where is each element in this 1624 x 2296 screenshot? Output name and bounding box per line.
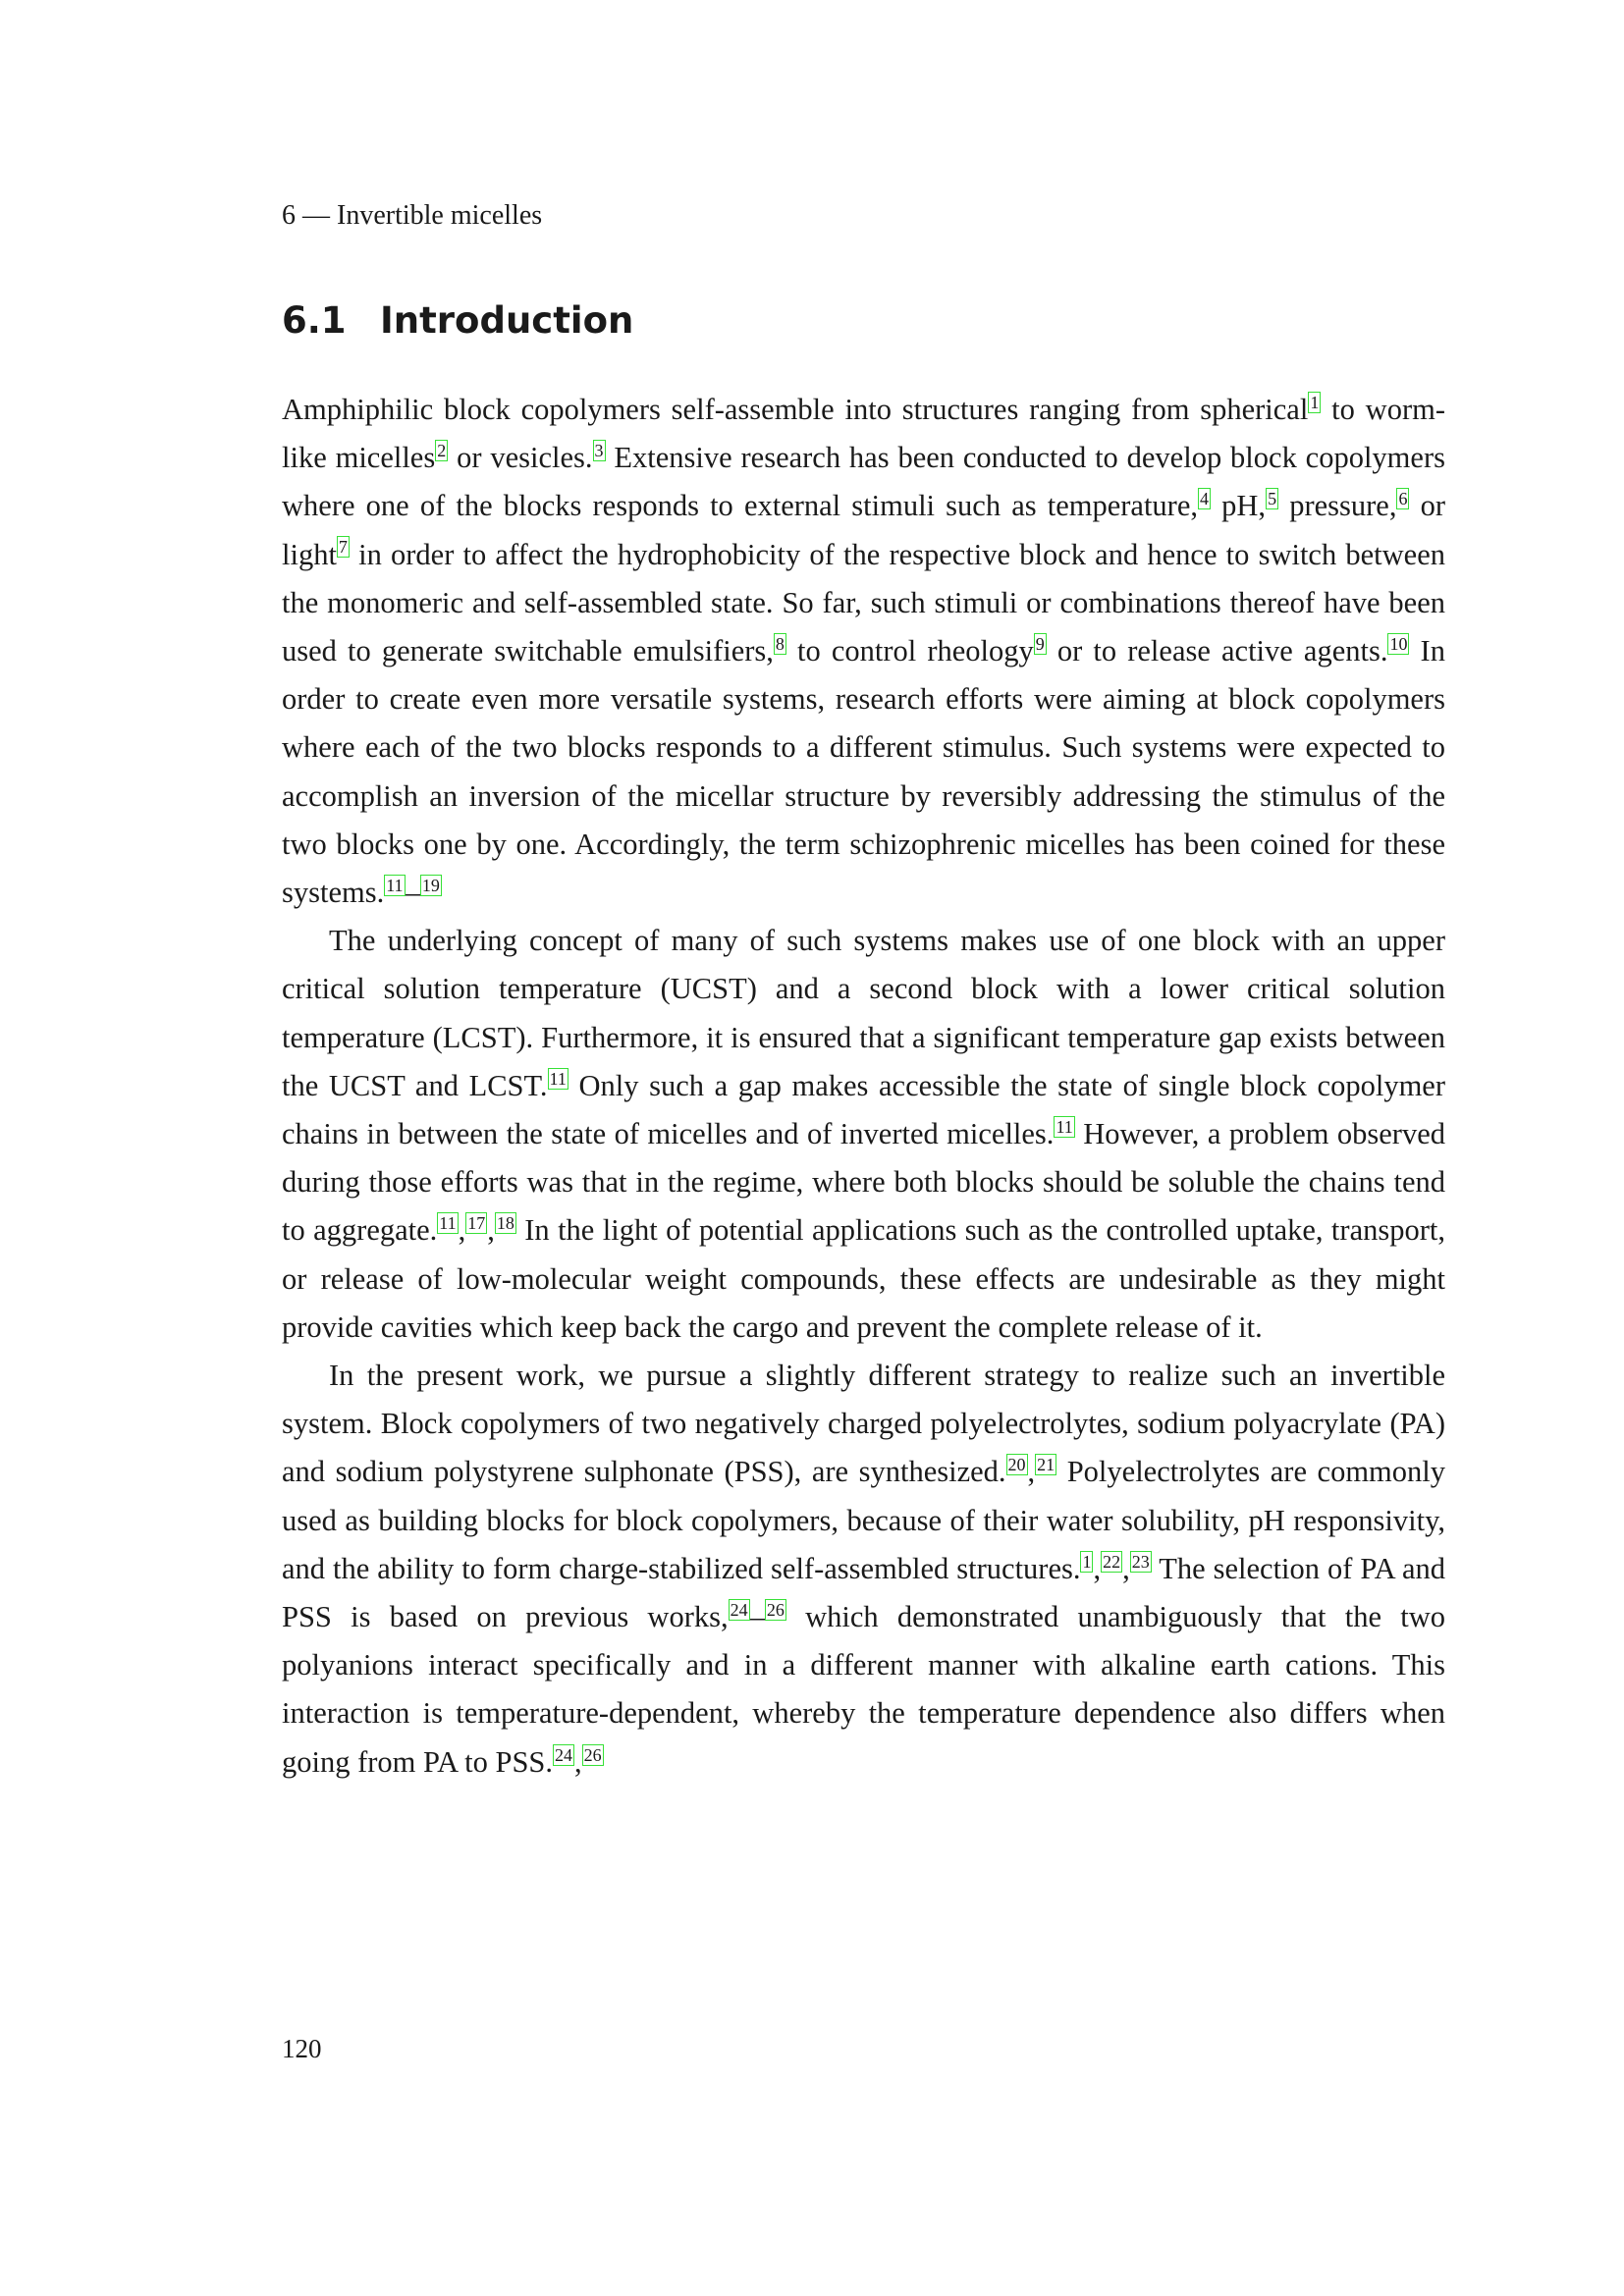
citation-link[interactable]: 4 xyxy=(1200,489,1210,509)
citation-link[interactable]: 19 xyxy=(421,875,440,895)
text-run: , xyxy=(487,1213,495,1248)
page-number: 120 xyxy=(282,2034,322,2063)
text-run: or vesicles. xyxy=(448,441,593,475)
text-run: The selection of PA and PSS is based on previous works, xyxy=(282,1551,1445,1634)
citation-link[interactable]: 5 xyxy=(1268,489,1277,509)
text-run: Extensive research has been conducted to develop block copolymers where one of the blocks responds to external stimuli such as temperature, xyxy=(282,441,1445,523)
citation-link[interactable]: 17 xyxy=(467,1213,486,1234)
text-run: , xyxy=(1093,1551,1102,1585)
text-run: , xyxy=(1122,1551,1130,1585)
citation-link[interactable]: 6 xyxy=(1398,489,1408,509)
citation-link[interactable]: 23 xyxy=(1131,1551,1150,1572)
citation-link[interactable]: 26 xyxy=(583,1744,602,1765)
citation-link[interactable]: 11 xyxy=(549,1068,567,1089)
citation-link[interactable]: 10 xyxy=(1389,633,1408,654)
text-run: In order to create even more versatile systems, research efforts were aiming at block copolymers where each of the two blocks responds to a different stimulus. Such systems were expected to accomplish an inversion of the micellar structure by reversibly addressing the stimulus of the two blocks one by one. Accordingly, the term schizophrenic micelles has been coined for these systems. xyxy=(282,634,1445,910)
text-run: , xyxy=(574,1744,582,1779)
text-run: In the light of potential applications such as the controlled uptake, transport, or release of low-molecular weight compounds, these effects are undesirable as they might provide cavities which keep back the cargo and prevent the complete release of it. xyxy=(282,1213,1445,1344)
text-run: to control rheology xyxy=(785,634,1034,668)
text-run: in order to affect the hydrophobicity of the respective block and hence to switch between the monomeric and self-assembled state. So far, such stimuli or combinations thereof have been used to generate switchable emulsifiers, xyxy=(282,537,1445,668)
paragraph xyxy=(282,917,1445,1352)
citation-link[interactable]: 24 xyxy=(555,1744,573,1765)
text-run: or to release active agents. xyxy=(1046,634,1388,668)
text-run: or light xyxy=(282,489,1445,571)
text-run: to worm-like micelles xyxy=(282,393,1445,475)
citation-link[interactable]: 1 xyxy=(1082,1551,1092,1572)
citation-link[interactable]: 11 xyxy=(439,1213,457,1234)
body-text xyxy=(282,386,1445,1787)
citation-link[interactable]: 2 xyxy=(437,441,447,461)
citation-link[interactable]: 9 xyxy=(1035,633,1045,654)
section-heading xyxy=(282,299,633,342)
section-number: 6.1 xyxy=(282,299,347,342)
citation-link[interactable]: 22 xyxy=(1103,1551,1121,1572)
citation-link[interactable]: 1 xyxy=(1310,392,1320,412)
citation-link[interactable]: 21 xyxy=(1037,1455,1056,1475)
text-run: – xyxy=(749,1600,765,1634)
text-run: – xyxy=(405,876,420,910)
text-run: Polyelectrolytes are commonly used as building blocks for block copolymers, because of their water solubility, pH responsivity, and the ability to form charge-stabilized self-assembled structures. xyxy=(282,1455,1446,1585)
paragraph xyxy=(282,1352,1445,1787)
paragraph xyxy=(282,386,1445,917)
text-run: , xyxy=(1027,1455,1036,1489)
citation-link[interactable]: 20 xyxy=(1007,1455,1026,1475)
section-title: Introduction xyxy=(380,299,634,342)
text-run: Only such a gap makes accessible the state of single block copolymer chains in between the state of micelles and of inverted micelles. xyxy=(282,1068,1445,1151)
citation-link[interactable]: 24 xyxy=(730,1599,748,1620)
citation-link[interactable]: 11 xyxy=(386,875,404,895)
text-run: which demonstrated unambiguously that the two polyanions interact specifically and in a different manner with alkaline earth cations. This interaction is temperature-dependent, whereby the temperature dependence also differs when going from PA to PSS. xyxy=(282,1600,1446,1779)
text-run: The underlying concept of many of such systems makes use of one block with an upper critical solution temperature (UCST) and a second block with a lower critical solution temperature (LCST). Furthermore, it is ensured that a significant temperature gap exists between the UCST and LCST. xyxy=(282,924,1445,1102)
citation-link[interactable]: 26 xyxy=(766,1599,785,1620)
citation-link[interactable]: 3 xyxy=(594,441,604,461)
citation-link[interactable]: 7 xyxy=(338,537,348,558)
citation-link[interactable]: 8 xyxy=(775,633,785,654)
text-run: pH, xyxy=(1211,489,1267,523)
text-run: Amphiphilic block copolymers self-assemble into structures ranging from spherical xyxy=(282,393,1309,426)
citation-link[interactable]: 11 xyxy=(1056,1116,1073,1137)
text-run: However, a problem observed during those efforts was that in the regime, where both blocks should be soluble the chains tend to aggregate. xyxy=(282,1117,1445,1248)
text-run: pressure, xyxy=(1278,489,1397,523)
text-run: , xyxy=(458,1213,466,1248)
citation-link[interactable]: 18 xyxy=(496,1213,514,1234)
text-run: In the present work, we pursue a slightly different strategy to realize such an invertible system. Block copolymers of two negatively charged polyelectrolytes, sodium polyacrylate (PA) and sodium polystyrene sulphonate (PSS), are synthesized. xyxy=(282,1359,1445,1489)
running-head: 6 — Invertible micelles xyxy=(282,200,543,231)
